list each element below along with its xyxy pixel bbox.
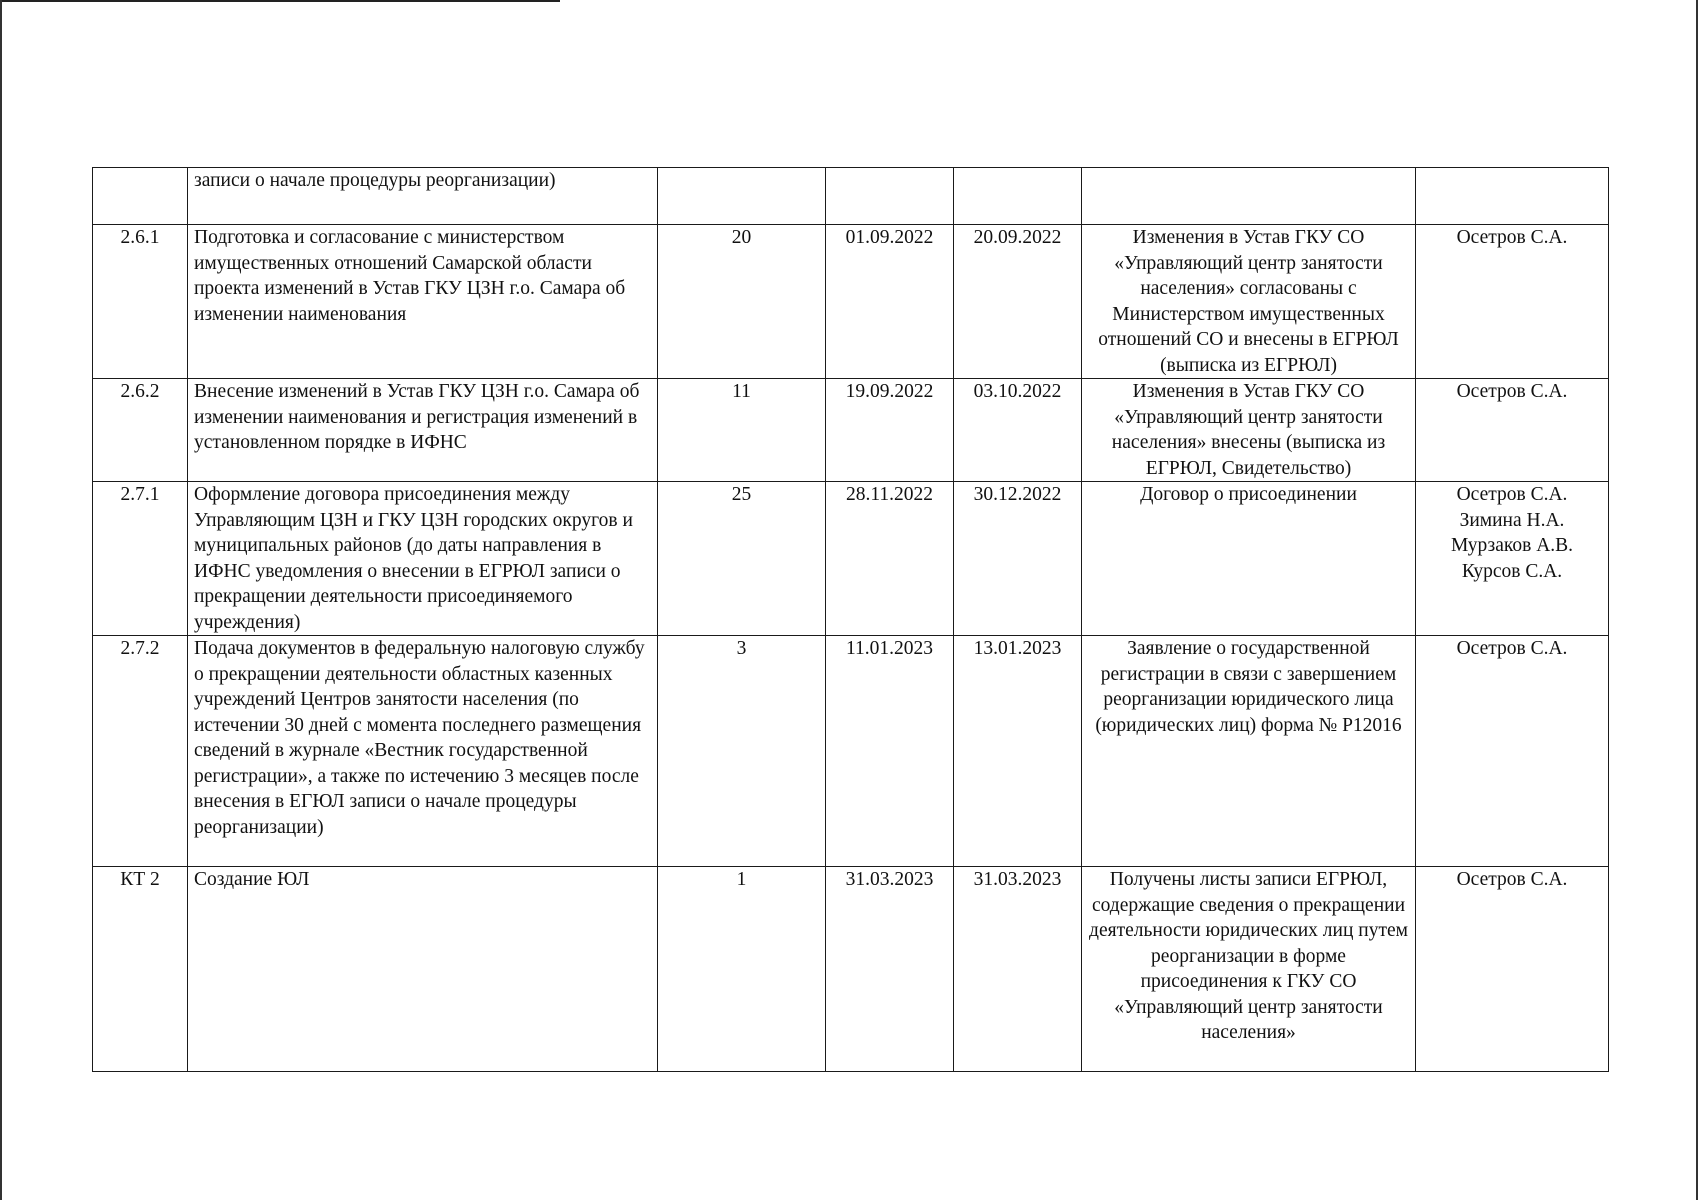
task-description: Создание ЮЛ xyxy=(188,867,658,1072)
task-description: Подготовка и согласование с министерством имущественных отношений Самарской области проекта изменений в Устав ГКУ ЦЗН г.о. Самара об изменении наименования xyxy=(188,225,658,379)
responsible-persons xyxy=(1416,168,1609,225)
end-date: 20.09.2022 xyxy=(954,225,1082,379)
item-number xyxy=(93,168,188,225)
result-description xyxy=(1082,168,1416,225)
item-number: КТ 2 xyxy=(93,867,188,1072)
end-date: 30.12.2022 xyxy=(954,482,1082,636)
start-date: 01.09.2022 xyxy=(826,225,954,379)
table-row xyxy=(93,636,1609,867)
start-date: 28.11.2022 xyxy=(826,482,954,636)
start-date: 19.09.2022 xyxy=(826,379,954,482)
result-description: Заявление о государственной регистрации в связи с завершением реорганизации юридического лица (юридических лиц) форма № Р12016 xyxy=(1082,636,1416,867)
responsible-persons xyxy=(1416,867,1609,1072)
end-date xyxy=(954,168,1082,225)
responsible-person: Зимина Н.А. xyxy=(1459,509,1565,531)
start-date: 11.01.2023 xyxy=(826,636,954,867)
responsible-person: Осетров С.А. xyxy=(1456,869,1568,890)
responsible-person: Осетров С.А. xyxy=(1456,381,1568,402)
table-row xyxy=(93,379,1609,482)
item-number: 2.6.2 xyxy=(93,379,188,482)
task-description: Оформление договора присоединения между Управляющим ЦЗН и ГКУ ЦЗН городских округов и муниципальных районов (до даты направления в ИФНС уведомления о внесении в ЕГРЮЛ записи о прекращении деятельности присоединяемого учреждения) xyxy=(188,482,658,636)
result-description: Получены листы записи ЕГРЮЛ, содержащие сведения о прекращении деятельности юридических лиц путем реорганизации в форме присоединения к ГКУ СО «Управляющий центр занятости населения» xyxy=(1082,867,1416,1072)
responsible-person: Осетров С.А. xyxy=(1456,484,1568,505)
duration-days: 1 xyxy=(658,867,826,1072)
task-description: Подача документов в федеральную налоговую службу о прекращении деятельности областных казенных учреждений Центров занятости населения (по истечении 30 дней с момента последнего размещения сведений в журнале «Вестник государственной регистрации», а также по истечению 3 месяцев после внесения в ЕГЮЛ записи о начале процедуры реорганизации) xyxy=(188,636,658,867)
responsible-persons xyxy=(1416,636,1609,867)
responsible-persons xyxy=(1416,225,1609,379)
responsible-persons xyxy=(1416,379,1609,482)
duration-days xyxy=(658,168,826,225)
plan-table xyxy=(92,167,1609,1072)
scan-edge-left xyxy=(0,0,2,1200)
result-description: Изменения в Устав ГКУ СО «Управляющий центр занятости населения» согласованы с Министерством имущественных отношений СО и внесены в ЕГРЮЛ (выписка из ЕГРЮЛ) xyxy=(1082,225,1416,379)
duration-days: 25 xyxy=(658,482,826,636)
scan-edge-top xyxy=(0,0,560,2)
result-description: Изменения в Устав ГКУ СО «Управляющий центр занятости населения» внесены (выписка из ЕГРЮЛ, Свидетельство) xyxy=(1082,379,1416,482)
task-description: Внесение изменений в Устав ГКУ ЦЗН г.о. Самара об изменении наименования и регистрация изменений в установленном порядке в ИФНС xyxy=(188,379,658,482)
table-row xyxy=(93,225,1609,379)
start-date xyxy=(826,168,954,225)
item-number: 2.7.1 xyxy=(93,482,188,636)
end-date: 31.03.2023 xyxy=(954,867,1082,1072)
item-number: 2.6.1 xyxy=(93,225,188,379)
result-description: Договор о присоединении xyxy=(1082,482,1416,636)
end-date: 03.10.2022 xyxy=(954,379,1082,482)
duration-days: 20 xyxy=(658,225,826,379)
responsible-person: Осетров С.А. xyxy=(1456,227,1568,248)
table-row xyxy=(93,482,1609,636)
responsible-persons xyxy=(1416,482,1609,636)
item-number: 2.7.2 xyxy=(93,636,188,867)
task-description: записи о начале процедуры реорганизации) xyxy=(188,168,658,225)
duration-days: 11 xyxy=(658,379,826,482)
table-row xyxy=(93,168,1609,225)
end-date: 13.01.2023 xyxy=(954,636,1082,867)
start-date: 31.03.2023 xyxy=(826,867,954,1072)
duration-days: 3 xyxy=(658,636,826,867)
responsible-person: Мурзаков А.В. xyxy=(1450,535,1574,556)
responsible-person: Курсов С.А. xyxy=(1461,560,1563,582)
responsible-person: Осетров С.А. xyxy=(1456,638,1568,659)
table-row xyxy=(93,867,1609,1072)
